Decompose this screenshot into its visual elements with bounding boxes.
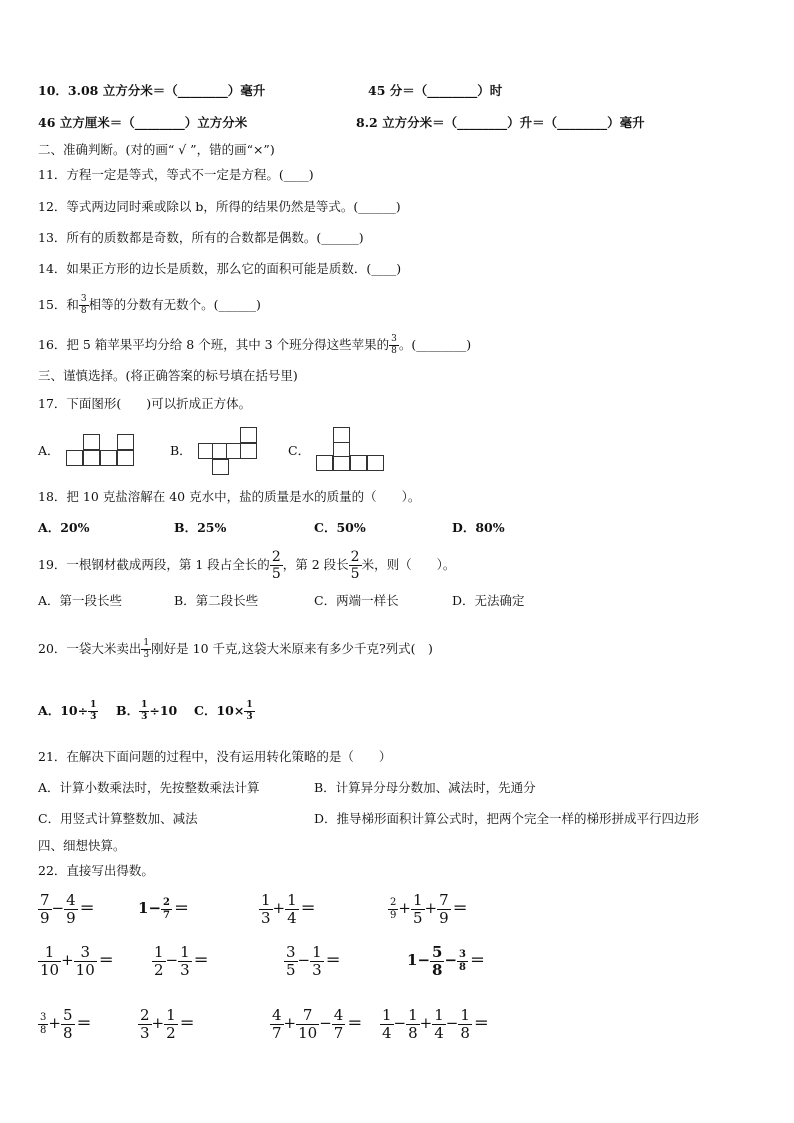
q19-middle: ，第 2 段长 [282,557,349,572]
q21-option-a: A．计算小数乘法时，先按整数乘法计算 [38,780,260,795]
q16-prefix: 16．把 5 箱苹果平均分给 8 个班，其中 3 个班分得这些苹果的 [38,337,390,352]
net-cell [66,450,83,466]
q20-prefix: 20．一袋大米卖出 [38,641,142,656]
net-cell [212,459,229,475]
net-cell [333,455,350,471]
q17-option-a-label: A． [38,443,60,458]
net-cell [83,450,100,466]
q17-option-b-label: B． [170,443,192,458]
fraction-1-3: $\frac{1}{3}$ [90,700,97,722]
q15-prefix: 15．和 [38,297,79,312]
question-20 [38,636,433,662]
net-cell [316,455,333,471]
calc-item: 1− $\frac{5}{8}$ − $\frac{3}{8}$ ＝ [407,942,486,979]
fraction-1-3: $\frac{1}{3}$ [141,700,148,722]
q15-suffix: 相等的分数有无数个。(______) [88,297,261,312]
question-16 [38,331,471,359]
q20-option-c: C．10× $\frac{1}{3}$ [194,700,253,722]
net-cell [333,427,350,443]
calc-item: $\frac{1}{3}$ + $\frac{1}{4}$ ＝ [261,890,316,927]
q19-option-c: C．两端一样长 [314,593,399,608]
question-12: 12．等式两边同时乘或除以 b，所得的结果仍然是等式。(______) [38,199,401,214]
q19-prefix: 19．一根钢材截成两段，第 1 段占全长的 [38,557,270,572]
fraction-2-5: $\frac{2}{5}$ [271,549,281,582]
q17-net-a [66,434,138,468]
q18-option-a: A．20% [38,520,90,535]
calc-item: $\frac{1}{10}$ + $\frac{3}{10}$ ＝ [40,942,114,979]
fraction-1-3: $\frac{1}{3}$ [246,700,253,722]
net-cell [83,434,100,450]
calc-item: 1− $\frac{2}{7}$ ＝ [138,896,189,921]
net-cell [240,443,257,459]
net-cell [240,427,257,443]
net-cell [117,450,134,466]
calc-item: $\frac{2}{9}$ + $\frac{1}{5}$ + $\frac{7}{9}$ ＝ [390,890,468,927]
calc-item: $\frac{4}{7}$ + $\frac{7}{10}$ − $\frac{4}{7}$ ＝ [272,1005,363,1042]
q10-part-d: 8.2 立方分米＝（________）升＝（________）毫升 [356,115,645,130]
section-2-title: 二、准确判断。(对的画“ √ ”，错的画“×”) [38,142,275,157]
question-18: 18．把 10 克盐溶解在 40 克水中，盐的质量是水的质量的（ ）。 [38,489,421,504]
q10-part-b: 45 分＝（________）时 [368,83,503,98]
q19-option-a: A．第一段长些 [38,593,123,608]
q21-option-c: C．用竖式计算整数加、减法 [38,811,198,826]
q10-part-c: 46 立方厘米＝（________）立方分米 [38,115,248,130]
net-cell [350,455,367,471]
q10-part-a: 10．3.08 立方分米＝（________）毫升 [38,83,266,98]
q20-option-a: A．10÷ $\frac{1}{3}$ [38,700,97,722]
q21-option-d: D．推导梯形面积计算公式时，把两个完全一样的梯形拼成平行四边形 [314,811,700,826]
net-cell [117,434,134,450]
question-11: 11．方程一定是等式，等式不一定是方程。(____) [38,167,314,182]
question-22: 22．直接写出得数。 [38,863,154,878]
q20-suffix: 刚好是 10 千克,这袋大米原来有多少千克?列式( ) [151,641,433,656]
q18-option-c: C．50% [314,520,366,535]
q18-option-d: D．80% [452,520,505,535]
fraction-2-5: $\frac{2}{5}$ [350,549,360,582]
q17-option-c-label: C． [288,443,311,458]
net-cell [100,450,117,466]
question-19 [38,550,455,581]
net-cell [367,455,384,471]
q19-option-b: B．第二段长些 [174,593,259,608]
calc-item: $\frac{1}{2}$ − $\frac{1}{3}$ ＝ [154,942,209,979]
q19-suffix: 米，则（ ）。 [361,557,456,572]
q16-suffix: 。(________) [398,337,472,352]
q18-option-b: B．25% [174,520,227,535]
calc-item: $\frac{2}{3}$ + $\frac{1}{2}$ ＝ [140,1005,195,1042]
calc-item: $\frac{1}{4}$ − $\frac{1}{8}$ + $\frac{1}{4}$ − $\frac{1}{8}$ ＝ [382,1005,489,1042]
question-21: 21．在解决下面问题的过程中，没有运用转化策略的是（ ） [38,749,392,764]
question-17: 17．下面图形( )可以折成正方体。 [38,396,252,411]
question-14: 14．如果正方形的边长是质数，那么它的面积可能是质数．(____) [38,261,402,276]
q17-net-c [316,427,388,471]
q20-option-b: B． $\frac{1}{3}$ ÷10 [116,700,178,722]
calc-item: $\frac{3}{5}$ − $\frac{1}{3}$ ＝ [286,942,341,979]
fraction-1-3: $\frac{1}{3}$ [143,638,150,660]
fraction-3-8: $\frac{3}{8}$ [80,294,87,316]
q19-option-d: D．无法确定 [452,593,525,608]
calc-item: $\frac{7}{9}$ − $\frac{4}{9}$ ＝ [40,890,95,927]
fraction-3-8: $\frac{3}{8}$ [391,334,397,356]
section-4-title: 四、细想快算。 [38,838,126,853]
calc-item: $\frac{3}{8}$ + $\frac{5}{8}$ ＝ [40,1005,92,1042]
q21-option-b: B．计算异分母分数加、减法时，先通分 [314,780,536,795]
section-3-title: 三、谨慎选择。(将正确答案的标号填在括号里) [38,368,298,383]
question-15 [38,291,261,319]
question-13: 13．所有的质数都是奇数，所有的合数都是偶数。(______) [38,230,364,245]
net-cell [333,441,350,457]
q17-net-b [198,427,258,475]
